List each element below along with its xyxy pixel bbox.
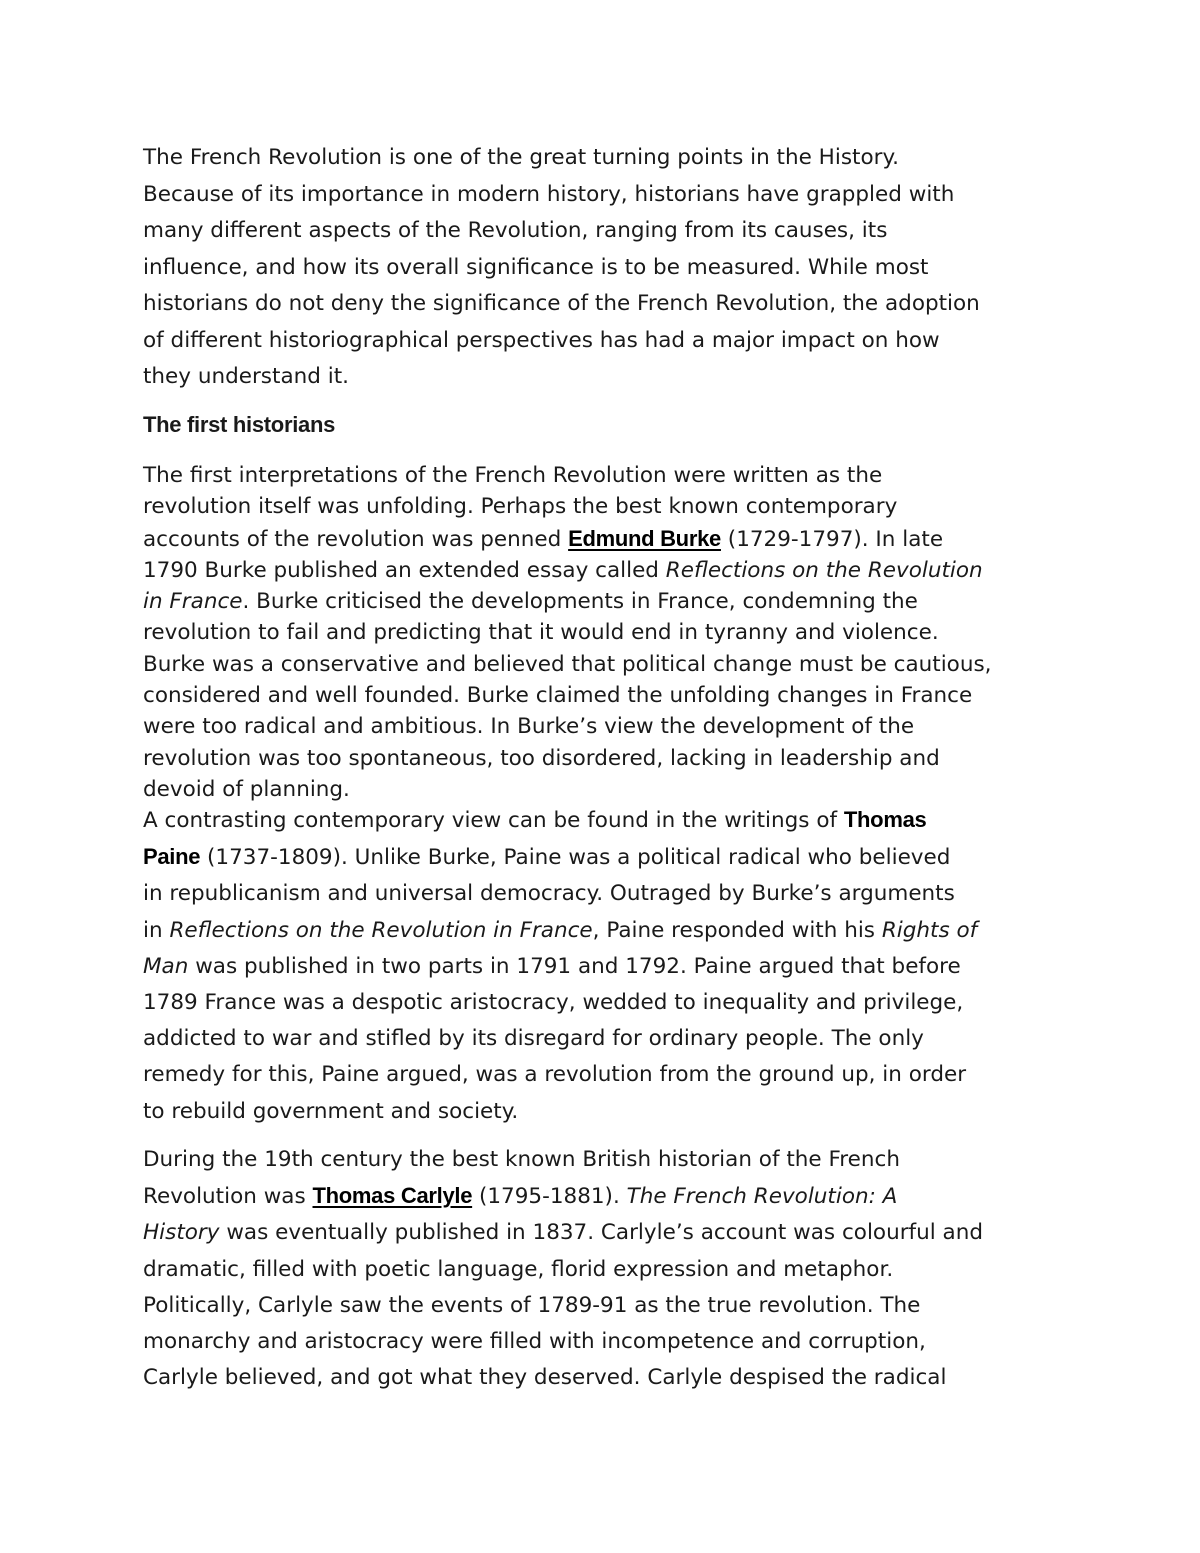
burke-line: (1729-1797). In late — [720, 526, 944, 552]
section-heading: The first historians — [143, 412, 336, 437]
rights-of-man-title-cont: Man — [143, 953, 189, 979]
paine-line: (1737-1809). Unlike Burke, Paine was a political radical who believed — [200, 845, 951, 871]
intro-line: many different aspects of the Revolution, ranging from its causes, its — [143, 218, 888, 243]
reflections-title: Reflections on the Revolution — [665, 557, 983, 583]
paine-line: 1789 France was a despotic aristocracy, wedded to inequality and privilege, — [143, 990, 964, 1016]
carlyle-line: was eventually published in 1837. Carlyle’s account was colourful and — [219, 1220, 983, 1246]
carlyle-line: Politically, Carlyle saw the events of 1789-91 as the true revolution. The — [143, 1292, 921, 1318]
intro-line: The French Revolution is one of the great turning points in the History. — [143, 145, 899, 170]
french-revolution-history-title: The French Revolution: A — [626, 1184, 898, 1210]
carlyle-line: Carlyle believed, and got what they deserved. Carlyle despised the radical — [143, 1365, 947, 1391]
burke-line: The first interpretations of the French Revolution were written as the — [143, 463, 883, 488]
carlyle-paragraph — [143, 1142, 1073, 1396]
paine-line: , Paine responded with his — [592, 917, 882, 943]
thomas-paine-name: Thomas — [843, 807, 927, 832]
thomas-paine-name-cont: Paine — [143, 844, 201, 870]
paine-line: was published in two parts in 1791 and 1792. Paine argued that before — [188, 953, 961, 979]
burke-line: . Burke criticised the developments in France, condemning the — [242, 589, 918, 615]
burke-line: were too radical and ambitious. In Burke’s view the development of the — [143, 714, 915, 740]
carlyle-line: dramatic, filled with poetic language, florid expression and metaphor. — [143, 1256, 894, 1282]
intro-line: of different historiographical perspectives has had a major impact on how — [143, 327, 940, 353]
intro-line: they understand it. — [143, 364, 349, 389]
burke-line: devoid of planning. — [143, 776, 350, 802]
rights-of-man-title: Rights of — [881, 917, 978, 943]
paine-line: to rebuild government and society. — [143, 1098, 519, 1124]
carlyle-line: (1795-1881). — [472, 1184, 627, 1210]
burke-line: considered and well founded. Burke claimed the unfolding changes in France — [143, 683, 973, 709]
burke-paragraph — [143, 460, 1073, 805]
carlyle-line: During the 19th century the best known British historian of the French — [143, 1147, 900, 1172]
paine-line: addicted to war and stifled by its disregard for ordinary people. The only — [143, 1026, 924, 1052]
french-revolution-history-title-cont: History — [143, 1220, 220, 1246]
intro-line: Because of its importance in modern history, historians have grappled with — [143, 181, 955, 207]
intro-paragraph — [143, 140, 1073, 396]
reflections-title: Reflections on the Revolution in France — [169, 917, 593, 943]
burke-line: revolution was too spontaneous, too disordered, lacking in leadership and — [143, 745, 940, 771]
burke-line: 1790 Burke published an extended essay called — [143, 557, 666, 583]
burke-line: Burke was a conservative and believed that political change must be cautious, — [143, 651, 992, 677]
paine-paragraph — [143, 802, 1073, 1130]
carlyle-line: Revolution was — [143, 1184, 313, 1210]
burke-line: revolution itself was unfolding. Perhaps the best known contemporary — [143, 494, 898, 520]
paine-line: remedy for this, Paine argued, was a revolution from the ground up, in order — [143, 1062, 967, 1088]
burke-line: revolution to fail and predicting that it would end in tyranny and violence. — [143, 620, 939, 646]
thomas-carlyle-link[interactable]: Thomas Carlyle — [312, 1183, 473, 1209]
paine-line: A contrasting contemporary view can be found in the writings of — [143, 808, 844, 833]
intro-line: influence, and how its overall significance is to be measured. While most — [143, 254, 929, 280]
paine-line: in — [143, 917, 170, 943]
intro-line: historians do not deny the significance of the French Revolution, the adoption — [143, 291, 980, 316]
carlyle-line: monarchy and aristocracy were filled with incompetence and corruption, — [143, 1329, 926, 1355]
burke-line: accounts of the revolution was penned — [143, 526, 569, 552]
paine-line: in republicanism and universal democracy. Outraged by Burke’s arguments — [143, 881, 955, 907]
reflections-title-cont: in France — [143, 589, 243, 615]
edmund-burke-link[interactable]: Edmund Burke — [568, 525, 721, 551]
